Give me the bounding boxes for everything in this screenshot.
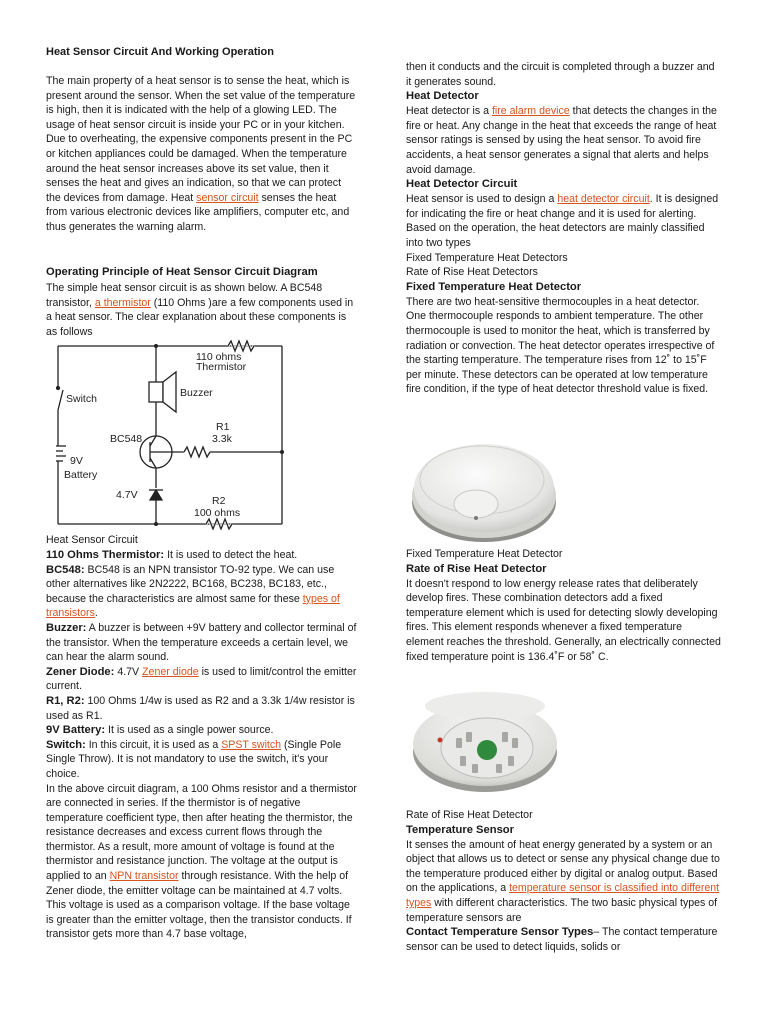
switch-item [46, 738, 358, 782]
detector-text-end: that detects the changes in the fire or heat. Any change in the heat that exceeds the range of heat sensor ratings is sensed by using the heat sensor. To avoid fire accidents, a heat sensor generates a signal that alerts and helps avoid damage. [406, 105, 717, 176]
npn-transistor-link[interactable]: NPN transistor [109, 870, 179, 883]
r1-value: 3.3k [212, 433, 232, 445]
r1-label: R1 [216, 421, 230, 433]
operating-text-end: (110 Ohms )are a few components used in a heat sensor. The clear explanation about these components is as follows [46, 296, 354, 338]
switch-term: Switch: [46, 738, 86, 751]
battery-term: 9V Battery: [46, 724, 106, 737]
contact-sensor-term: Contact Temperature Sensor Types [406, 926, 594, 939]
buzzer-desc: A buzzer is between +9V battery and collector terminal of the transistor. When the temperature exceeds a certain level, we can hear the alarm sound. [46, 621, 357, 664]
temperature-sensor-types-link[interactable]: temperature sensor is classified into different types [406, 882, 720, 909]
battery-voltage: 9V [70, 455, 83, 467]
thermistor-label-2: Thermistor [196, 361, 247, 373]
buzzer-item [46, 621, 358, 665]
buzzer-term: Buzzer: [46, 621, 87, 634]
heat-detector-circuit-link[interactable]: heat detector circuit [557, 193, 650, 206]
circuit-text: Heat sensor is used to design a [406, 193, 558, 206]
type-fixed: Fixed Temperature Heat Detectors [406, 251, 568, 264]
operating-paragraph [46, 281, 358, 339]
contact-sensor-item [406, 925, 722, 954]
circuit-paragraph [406, 192, 722, 250]
rate-caption: Rate of Rise Heat Detector [406, 809, 533, 821]
battery-label: Battery [64, 469, 98, 481]
heading-temperature-sensor: Temperature Sensor [406, 823, 514, 836]
resistors-desc: 100 Ohms 1/4w is used as R2 and a 3.3k 1/4w resistor is used as R1. [46, 694, 355, 722]
fixed-caption: Fixed Temperature Heat Detector [406, 548, 563, 560]
bc548-desc: BC548 is an NPN transistor TO-92 type. We can use other alternatives like 2N2222, BC168, BC238, BC183, etc., because the characteristics are almost same for these [46, 563, 335, 605]
right-text-bottom [406, 808, 722, 954]
heat-sensor-circuit-diagram [56, 338, 292, 530]
temperature-text: It senses the amount of heat energy generated by a system or an object that allows us to detect or sense any physical change due to the temperature produced either by digital or analog output. Based on the applications, a [406, 838, 720, 895]
thermistor-desc: It is used to detect the heat. [164, 549, 298, 561]
contact-sensor-desc: – The contact temperature sensor can be used to detect liquids, solids or [406, 926, 718, 953]
zener-desc-end: is used to limit/control the emitter current. [46, 665, 357, 693]
heading-operating-principle: Operating Principle of Heat Sensor Circuit Diagram [46, 266, 318, 278]
heading-rate-of-rise: Rate of Rise Heat Detector [406, 562, 547, 575]
temperature-paragraph [406, 838, 722, 926]
battery-desc: It is used as a single power source. [105, 724, 274, 737]
resistors-item [46, 694, 358, 723]
explanation-text-end: through resistance. With the help of Zener diode, the emitter voltage can be maintained at 4.7 volts. This voltage is used as a comparison voltage. If the base voltage is greater than the emitter voltage, then the transistor conducts. If transistor gets more than 4.7 base voltage, [46, 870, 352, 941]
right-text-top [406, 60, 722, 397]
heading-fixed-temperature: Fixed Temperature Heat Detector [406, 280, 582, 293]
switch-label: Switch [66, 393, 97, 405]
explanation-text: In the above circuit diagram, a 100 Ohms resistor and a thermistor are connected in series. If the thermistor is of negative temperature coefficient type, then after heating the thermistor, the resistance decreases and excess current flows through the thermistor. As a result, more amount of voltage is found at the thermistor and resistance junction. The voltage at the output is applied to an [46, 782, 357, 883]
intro-text: The main property of a heat sensor is to sense the heat, which is present around the sensor. When the set value of the temperature is high, then it is indicated with the help of a glowing LED. The usage of heat sensor circuit is inside your PC or in your kitchen. Due to overheating, the expensive components present in the PC or kitchen appliances could be damaged. When the temperature around the heat sensor increases above its set value, then it senses the heat and gives an indication, so that we can protect the devices from damage. Heat [46, 75, 356, 204]
sensor-circuit-link[interactable]: sensor circuit [196, 191, 259, 204]
right-text-middle [406, 547, 722, 664]
fixed-paragraph: There are two heat-sensitive thermocouples in a heat detector. One thermocouple responds to ambient temperature. The other thermocouple is used to monitor the heat, which is transferred by radiation or convection. The heat detector operates irrespective of the starting temperature. The temperature rises from 12˚ to 15˚F per minute. These detectors can be operated at low temperature fire condition, if the type of heat detector threshold value is fixed. [406, 295, 715, 396]
temperature-text-end: with different characteristics. The two basic physical types of temperature sensors are [406, 896, 718, 924]
component-list [46, 548, 358, 942]
resistors-term: R1, R2: [46, 694, 85, 707]
heading-heat-detector: Heat Detector [406, 90, 479, 103]
article-title: Heat Sensor Circuit And Working Operation [46, 46, 274, 58]
circuit-text-end: . It is designed for indicating the fire or heat change and it is used for alerting. Based on the operation, the heat detectors are mainly classified into two types [406, 193, 719, 249]
bc548-end: . [94, 607, 98, 620]
switch-desc-end: (Single Pole Single Throw). It is not mandatory to use the switch, it's your choice. [46, 738, 342, 780]
bc548-item [46, 563, 358, 621]
zener-diode-link[interactable]: Zener diode [142, 665, 199, 678]
intro-paragraph [46, 74, 358, 235]
spst-switch-link[interactable]: SPST switch [221, 738, 282, 751]
zener-desc: 4.7V [114, 665, 143, 678]
transistor-label: BC548 [110, 433, 143, 445]
r2-value: 100 ohms [194, 507, 241, 519]
explanation-paragraph [46, 782, 358, 943]
bc548-term: BC548: [46, 563, 85, 576]
thermistor-term: 110 Ohms Thermistor: [46, 549, 165, 561]
circuit-caption: Heat Sensor Circuit [46, 534, 138, 546]
zener-label: 4.7V [116, 489, 138, 501]
rate-of-rise-detector-image [410, 686, 560, 796]
heading-heat-detector-circuit: Heat Detector Circuit [406, 178, 518, 191]
type-rate: Rate of Rise Heat Detectors [406, 266, 538, 279]
fixed-temperature-detector-image [410, 432, 558, 544]
continued-text: then it conducts and the circuit is completed through a buzzer and it generates sound. [406, 61, 715, 88]
thermistor-item [46, 548, 358, 563]
detector-paragraph [406, 104, 722, 177]
buzzer-label: Buzzer [180, 387, 213, 399]
switch-desc: In this circuit, it is used as a [85, 738, 222, 751]
detector-text: Heat detector is a [406, 105, 492, 118]
types-of-transistors-link[interactable]: types of transistors [46, 592, 340, 620]
rate-paragraph: It doesn't respond to low energy release rates that deliberately develop fires. These combination detectors add a fixed temperature element which is used for detecting slowly developing fires. This element responds whenever a fixed temperature element reaches the threshold. Generally, an electrically connected fixed temperature point is 136.4˚F or 58˚ C. [406, 577, 721, 663]
operating-text: The simple heat sensor circuit is as shown below. A BC548 transistor, [46, 282, 323, 309]
zener-item [46, 665, 358, 694]
fire-alarm-device-link[interactable]: fire alarm device [491, 105, 570, 118]
r2-label: R2 [212, 495, 226, 507]
thermistor-link[interactable]: a thermistor [94, 296, 151, 309]
battery-item [46, 723, 358, 738]
zener-term: Zener Diode: [46, 665, 115, 678]
thermistor-label: 110 ohms [196, 351, 242, 363]
intro-text-end: senses the heat from various electronic devices like amplifiers, computer etc, and thus generates the warning alarm. [46, 191, 350, 233]
